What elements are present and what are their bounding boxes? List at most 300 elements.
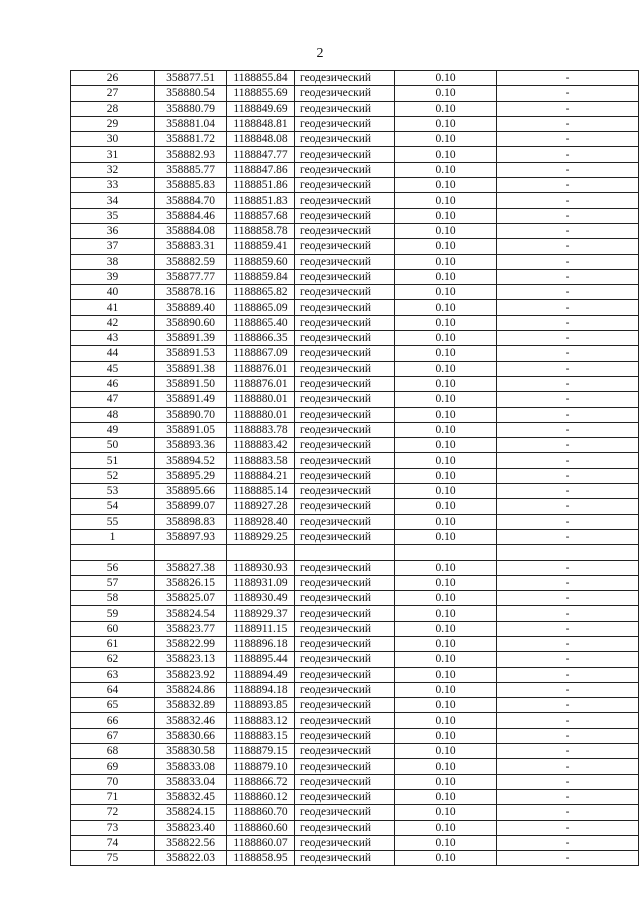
y-coordinate-cell: 1188883.42 (227, 438, 295, 453)
x-coordinate-cell: 358895.66 (155, 484, 227, 499)
x-coordinate-cell: 358832.89 (155, 698, 227, 713)
table-row (71, 147, 639, 162)
y-coordinate-cell: 1188848.81 (227, 116, 295, 131)
description-cell: - (497, 178, 639, 193)
accuracy-cell: 0.10 (395, 239, 497, 254)
x-coordinate-cell: 358822.56 (155, 835, 227, 850)
table-row (71, 820, 639, 835)
y-coordinate-cell: 1188866.35 (227, 331, 295, 346)
x-coordinate-cell: 358882.93 (155, 147, 227, 162)
y-coordinate-cell: 1188851.86 (227, 178, 295, 193)
point-number-cell: 62 (71, 652, 155, 667)
x-coordinate-cell: 358891.49 (155, 392, 227, 407)
method-cell: геодезический (295, 744, 395, 759)
point-number-cell: 36 (71, 223, 155, 238)
description-cell: - (497, 514, 639, 529)
x-coordinate-cell: 358891.53 (155, 346, 227, 361)
description-cell: - (497, 667, 639, 682)
point-number-cell: 37 (71, 239, 155, 254)
point-number-cell: 74 (71, 835, 155, 850)
accuracy-cell: 0.10 (395, 300, 497, 315)
accuracy-cell: 0.10 (395, 759, 497, 774)
description-cell: - (497, 223, 639, 238)
x-coordinate-cell: 358825.07 (155, 591, 227, 606)
method-cell: геодезический (295, 529, 395, 544)
x-coordinate-cell: 358830.58 (155, 744, 227, 759)
description-cell: - (497, 560, 639, 575)
table-row (71, 636, 639, 651)
method-cell: геодезический (295, 285, 395, 300)
x-coordinate-cell: 358830.66 (155, 728, 227, 743)
coordinates-table (70, 70, 639, 866)
x-coordinate-cell: 358884.70 (155, 193, 227, 208)
y-coordinate-cell: 1188879.10 (227, 759, 295, 774)
table-row (71, 178, 639, 193)
accuracy-cell: 0.10 (395, 499, 497, 514)
point-number-cell: 42 (71, 315, 155, 330)
x-coordinate-cell: 358890.60 (155, 315, 227, 330)
x-coordinate-cell: 358898.83 (155, 514, 227, 529)
table-row (71, 499, 639, 514)
y-coordinate-cell: 1188851.83 (227, 193, 295, 208)
x-coordinate-cell: 358877.77 (155, 269, 227, 284)
y-coordinate-cell: 1188895.44 (227, 652, 295, 667)
table-row (71, 606, 639, 621)
x-coordinate-cell: 358895.29 (155, 468, 227, 483)
method-cell: геодезический (295, 789, 395, 804)
accuracy-cell: 0.10 (395, 453, 497, 468)
x-coordinate-cell: 358823.77 (155, 621, 227, 636)
method-cell: геодезический (295, 514, 395, 529)
x-coordinate-cell: 358893.36 (155, 438, 227, 453)
method-cell: геодезический (295, 728, 395, 743)
table-row (71, 529, 639, 544)
x-coordinate-cell: 358878.16 (155, 285, 227, 300)
point-number-cell: 65 (71, 698, 155, 713)
table-row (71, 422, 639, 437)
accuracy-cell: 0.10 (395, 346, 497, 361)
point-number-cell: 43 (71, 331, 155, 346)
y-coordinate-cell: 1188930.93 (227, 560, 295, 575)
accuracy-cell: 0.10 (395, 851, 497, 866)
table-row (71, 621, 639, 636)
x-coordinate-cell: 358891.05 (155, 422, 227, 437)
accuracy-cell: 0.10 (395, 621, 497, 636)
x-coordinate-cell: 358823.13 (155, 652, 227, 667)
method-cell: геодезический (295, 652, 395, 667)
point-number-cell: 72 (71, 805, 155, 820)
method-cell: геодезический (295, 239, 395, 254)
accuracy-cell: 0.10 (395, 407, 497, 422)
point-number-cell: 63 (71, 667, 155, 682)
description-cell: - (497, 331, 639, 346)
table-row (71, 835, 639, 850)
method-cell: геодезический (295, 147, 395, 162)
accuracy-cell: 0.10 (395, 101, 497, 116)
y-coordinate-cell: 1188866.72 (227, 774, 295, 789)
point-number-cell: 75 (71, 851, 155, 866)
y-coordinate-cell: 1188894.18 (227, 682, 295, 697)
method-cell: геодезический (295, 713, 395, 728)
method-cell: геодезический (295, 178, 395, 193)
method-cell: геодезический (295, 101, 395, 116)
y-coordinate-cell: 1188883.58 (227, 453, 295, 468)
accuracy-cell: 0.10 (395, 820, 497, 835)
method-cell: геодезический (295, 805, 395, 820)
point-number-cell: 59 (71, 606, 155, 621)
description-cell: - (497, 361, 639, 376)
x-coordinate-cell: 358833.08 (155, 759, 227, 774)
method-cell: геодезический (295, 376, 395, 391)
y-coordinate-cell: 1188893.85 (227, 698, 295, 713)
point-number-cell: 32 (71, 162, 155, 177)
x-coordinate-cell: 358891.38 (155, 361, 227, 376)
table-row (71, 698, 639, 713)
point-number-cell: 50 (71, 438, 155, 453)
table-row (71, 223, 639, 238)
point-number-cell: 38 (71, 254, 155, 269)
accuracy-cell: 0.10 (395, 361, 497, 376)
x-coordinate-cell: 358894.52 (155, 453, 227, 468)
point-number-cell: 71 (71, 789, 155, 804)
description-cell: - (497, 805, 639, 820)
method-cell: геодезический (295, 407, 395, 422)
point-number-cell: 57 (71, 575, 155, 590)
x-coordinate-cell: 358826.15 (155, 575, 227, 590)
description-cell: - (497, 116, 639, 131)
description-cell: - (497, 591, 639, 606)
point-number-cell: 73 (71, 820, 155, 835)
description-cell: - (497, 315, 639, 330)
x-coordinate-cell: 358824.86 (155, 682, 227, 697)
y-coordinate-cell: 1188860.60 (227, 820, 295, 835)
accuracy-cell: 0.10 (395, 468, 497, 483)
point-number-cell: 28 (71, 101, 155, 116)
table-row (71, 560, 639, 575)
x-coordinate-cell: 358891.50 (155, 376, 227, 391)
description-cell: - (497, 71, 639, 86)
y-coordinate-cell: 1188860.12 (227, 789, 295, 804)
accuracy-cell: 0.10 (395, 285, 497, 300)
y-coordinate-cell: 1188894.49 (227, 667, 295, 682)
method-cell: геодезический (295, 499, 395, 514)
table-row (71, 652, 639, 667)
point-number-cell: 60 (71, 621, 155, 636)
contour-separator-row (71, 545, 639, 560)
y-coordinate-cell: 1188879.15 (227, 744, 295, 759)
accuracy-cell: 0.10 (395, 529, 497, 544)
x-coordinate-cell: 358822.99 (155, 636, 227, 651)
y-coordinate-cell: 1188884.21 (227, 468, 295, 483)
table-row (71, 851, 639, 866)
y-coordinate-cell: 1188859.60 (227, 254, 295, 269)
accuracy-cell: 0.10 (395, 652, 497, 667)
x-coordinate-cell: 358885.83 (155, 178, 227, 193)
description-cell: - (497, 438, 639, 453)
table-row (71, 315, 639, 330)
accuracy-cell: 0.10 (395, 667, 497, 682)
table-row (71, 682, 639, 697)
y-coordinate-cell: 1188880.01 (227, 392, 295, 407)
description-cell: - (497, 407, 639, 422)
x-coordinate-cell: 358897.93 (155, 529, 227, 544)
accuracy-cell: 0.10 (395, 636, 497, 651)
method-cell: геодезический (295, 698, 395, 713)
y-coordinate-cell: 1188848.08 (227, 132, 295, 147)
description-cell: - (497, 851, 639, 866)
method-cell: геодезический (295, 86, 395, 101)
accuracy-cell (395, 545, 497, 560)
point-number-cell: 58 (71, 591, 155, 606)
table-row (71, 162, 639, 177)
accuracy-cell: 0.10 (395, 208, 497, 223)
method-cell: геодезический (295, 254, 395, 269)
method-cell: геодезический (295, 835, 395, 850)
y-coordinate-cell: 1188876.01 (227, 376, 295, 391)
y-coordinate-cell: 1188885.14 (227, 484, 295, 499)
description-cell: - (497, 820, 639, 835)
table-row (71, 774, 639, 789)
point-number-cell: 34 (71, 193, 155, 208)
x-coordinate-cell: 358877.51 (155, 71, 227, 86)
method-cell: геодезический (295, 208, 395, 223)
x-coordinate-cell: 358881.04 (155, 116, 227, 131)
description-cell: - (497, 300, 639, 315)
method-cell: геодезический (295, 667, 395, 682)
x-coordinate-cell: 358823.92 (155, 667, 227, 682)
accuracy-cell: 0.10 (395, 438, 497, 453)
accuracy-cell: 0.10 (395, 484, 497, 499)
method-cell: геодезический (295, 132, 395, 147)
table-row (71, 193, 639, 208)
point-number-cell (71, 545, 155, 560)
table-row (71, 346, 639, 361)
point-number-cell: 68 (71, 744, 155, 759)
x-coordinate-cell: 358824.15 (155, 805, 227, 820)
description-cell: - (497, 254, 639, 269)
x-coordinate-cell: 358883.31 (155, 239, 227, 254)
x-coordinate-cell: 358889.40 (155, 300, 227, 315)
description-cell: - (497, 239, 639, 254)
description-cell: - (497, 713, 639, 728)
x-coordinate-cell: 358832.46 (155, 713, 227, 728)
point-number-cell: 64 (71, 682, 155, 697)
y-coordinate-cell: 1188927.28 (227, 499, 295, 514)
description-cell: - (497, 484, 639, 499)
method-cell: геодезический (295, 636, 395, 651)
point-number-cell: 30 (71, 132, 155, 147)
y-coordinate-cell: 1188849.69 (227, 101, 295, 116)
y-coordinate-cell: 1188865.40 (227, 315, 295, 330)
method-cell: геодезический (295, 162, 395, 177)
table-row (71, 208, 639, 223)
table-row (71, 116, 639, 131)
accuracy-cell: 0.10 (395, 789, 497, 804)
description-cell: - (497, 636, 639, 651)
x-coordinate-cell: 358884.46 (155, 208, 227, 223)
x-coordinate-cell: 358823.40 (155, 820, 227, 835)
point-number-cell: 27 (71, 86, 155, 101)
table-row (71, 285, 639, 300)
point-number-cell: 44 (71, 346, 155, 361)
x-coordinate-cell: 358891.39 (155, 331, 227, 346)
x-coordinate-cell: 358885.77 (155, 162, 227, 177)
point-number-cell: 29 (71, 116, 155, 131)
description-cell: - (497, 759, 639, 774)
method-cell: геодезический (295, 193, 395, 208)
table-row (71, 759, 639, 774)
y-coordinate-cell: 1188928.40 (227, 514, 295, 529)
accuracy-cell: 0.10 (395, 805, 497, 820)
x-coordinate-cell: 358880.54 (155, 86, 227, 101)
table-row (71, 269, 639, 284)
description-cell: - (497, 193, 639, 208)
method-cell: геодезический (295, 759, 395, 774)
table-row (71, 71, 639, 86)
point-number-cell: 61 (71, 636, 155, 651)
table-row (71, 728, 639, 743)
method-cell: геодезический (295, 606, 395, 621)
description-cell: - (497, 392, 639, 407)
table-row (71, 484, 639, 499)
y-coordinate-cell: 1188857.68 (227, 208, 295, 223)
accuracy-cell: 0.10 (395, 682, 497, 697)
y-coordinate-cell: 1188859.84 (227, 269, 295, 284)
accuracy-cell: 0.10 (395, 606, 497, 621)
table-row (71, 667, 639, 682)
description-cell (497, 545, 639, 560)
method-cell: геодезический (295, 269, 395, 284)
accuracy-cell: 0.10 (395, 193, 497, 208)
method-cell (295, 545, 395, 560)
description-cell: - (497, 101, 639, 116)
table-row (71, 805, 639, 820)
point-number-cell: 45 (71, 361, 155, 376)
point-number-cell: 35 (71, 208, 155, 223)
y-coordinate-cell: 1188883.12 (227, 713, 295, 728)
x-coordinate-cell: 358884.08 (155, 223, 227, 238)
y-coordinate-cell: 1188860.70 (227, 805, 295, 820)
accuracy-cell: 0.10 (395, 71, 497, 86)
table-row (71, 575, 639, 590)
y-coordinate-cell: 1188855.69 (227, 86, 295, 101)
x-coordinate-cell: 358832.45 (155, 789, 227, 804)
accuracy-cell: 0.10 (395, 254, 497, 269)
description-cell: - (497, 422, 639, 437)
point-number-cell: 53 (71, 484, 155, 499)
method-cell: геодезический (295, 223, 395, 238)
point-number-cell: 70 (71, 774, 155, 789)
accuracy-cell: 0.10 (395, 591, 497, 606)
method-cell: геодезический (295, 591, 395, 606)
accuracy-cell: 0.10 (395, 698, 497, 713)
x-coordinate-cell: 358890.70 (155, 407, 227, 422)
point-number-cell: 56 (71, 560, 155, 575)
accuracy-cell: 0.10 (395, 728, 497, 743)
description-cell: - (497, 147, 639, 162)
description-cell: - (497, 529, 639, 544)
description-cell: - (497, 468, 639, 483)
method-cell: геодезический (295, 851, 395, 866)
description-cell: - (497, 774, 639, 789)
y-coordinate-cell: 1188883.15 (227, 728, 295, 743)
y-coordinate-cell: 1188847.77 (227, 147, 295, 162)
description-cell: - (497, 376, 639, 391)
accuracy-cell: 0.10 (395, 331, 497, 346)
accuracy-cell: 0.10 (395, 223, 497, 238)
table-row (71, 376, 639, 391)
y-coordinate-cell: 1188911.15 (227, 621, 295, 636)
y-coordinate-cell: 1188883.78 (227, 422, 295, 437)
method-cell: геодезический (295, 300, 395, 315)
x-coordinate-cell: 358824.54 (155, 606, 227, 621)
point-number-cell: 54 (71, 499, 155, 514)
table-row (71, 239, 639, 254)
point-number-cell: 51 (71, 453, 155, 468)
table-row (71, 713, 639, 728)
table-row (71, 514, 639, 529)
y-coordinate-cell: 1188859.41 (227, 239, 295, 254)
description-cell: - (497, 682, 639, 697)
y-coordinate-cell: 1188876.01 (227, 361, 295, 376)
description-cell: - (497, 698, 639, 713)
table-row (71, 86, 639, 101)
method-cell: геодезический (295, 453, 395, 468)
table-row (71, 300, 639, 315)
accuracy-cell: 0.10 (395, 376, 497, 391)
point-number-cell: 26 (71, 71, 155, 86)
table-row (71, 744, 639, 759)
description-cell: - (497, 346, 639, 361)
x-coordinate-cell: 358822.03 (155, 851, 227, 866)
accuracy-cell: 0.10 (395, 178, 497, 193)
description-cell: - (497, 728, 639, 743)
accuracy-cell: 0.10 (395, 835, 497, 850)
table-row (71, 101, 639, 116)
x-coordinate-cell: 358827.38 (155, 560, 227, 575)
description-cell: - (497, 789, 639, 804)
y-coordinate-cell: 1188865.82 (227, 285, 295, 300)
description-cell: - (497, 499, 639, 514)
accuracy-cell: 0.10 (395, 774, 497, 789)
point-number-cell: 69 (71, 759, 155, 774)
y-coordinate-cell: 1188867.09 (227, 346, 295, 361)
y-coordinate-cell: 1188858.78 (227, 223, 295, 238)
y-coordinate-cell: 1188929.25 (227, 529, 295, 544)
accuracy-cell: 0.10 (395, 744, 497, 759)
method-cell: геодезический (295, 484, 395, 499)
accuracy-cell: 0.10 (395, 147, 497, 162)
point-number-cell: 55 (71, 514, 155, 529)
point-number-cell: 31 (71, 147, 155, 162)
method-cell: геодезический (295, 331, 395, 346)
y-coordinate-cell: 1188865.09 (227, 300, 295, 315)
method-cell: геодезический (295, 361, 395, 376)
table-row (71, 453, 639, 468)
method-cell: геодезический (295, 575, 395, 590)
x-coordinate-cell: 358880.79 (155, 101, 227, 116)
method-cell: геодезический (295, 315, 395, 330)
y-coordinate-cell: 1188931.09 (227, 575, 295, 590)
table-row (71, 132, 639, 147)
point-number-cell: 49 (71, 422, 155, 437)
accuracy-cell: 0.10 (395, 713, 497, 728)
method-cell: геодезический (295, 560, 395, 575)
table-row (71, 331, 639, 346)
y-coordinate-cell: 1188930.49 (227, 591, 295, 606)
method-cell: геодезический (295, 682, 395, 697)
description-cell: - (497, 453, 639, 468)
